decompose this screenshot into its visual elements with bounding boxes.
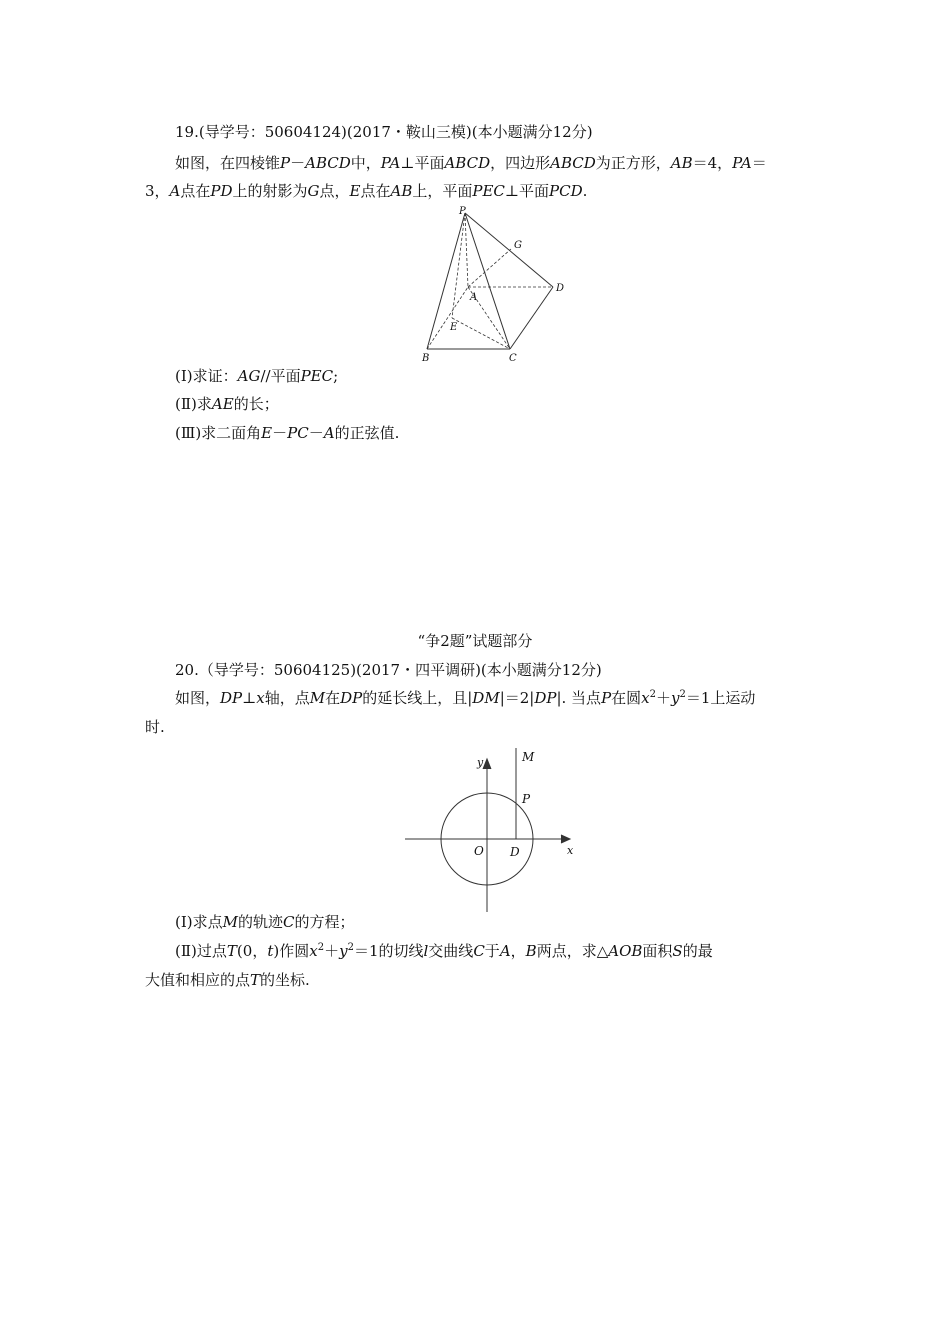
q19-stem-line1: 如图，在四棱锥P－ABCD中，PA⊥平面ABCD，四边形ABCD为正方形，AB＝4，PA＝ (175, 154, 767, 172)
pyramid-figure (410, 200, 580, 370)
q19-part1: (Ⅰ)求证：AG//平面PEC; (175, 367, 339, 385)
label-O: O (474, 844, 484, 858)
label-x: x (567, 844, 574, 857)
q20-stem-line2: 时. (145, 718, 165, 736)
q20-header: 20.（导学号：50604125)(2017・四平调研)(本小题满分12分) (175, 661, 602, 679)
q20-part2-line1: (Ⅱ)过点T(0，t)作圆$x^2+y^2=1$的切线l交曲线C于A，B两点，求△AOB面积S的最 (175, 942, 713, 960)
q20-part1: (Ⅰ)求点M的轨迹C的方程； (175, 913, 355, 931)
label-P2: P (522, 792, 531, 806)
label-M: M (522, 750, 535, 764)
q19-header: 19.(导学号：50604124)(2017・鞍山三模)(本小题满分12分) (175, 123, 593, 141)
label-A: A (470, 292, 478, 303)
label-C: C (509, 353, 517, 364)
label-D2: D (510, 845, 520, 859)
label-E: E (450, 322, 458, 333)
label-D: D (556, 283, 565, 294)
label-G: G (514, 240, 522, 251)
label-y: y (477, 756, 484, 769)
label-B: B (422, 353, 430, 364)
q20-stem-line1: 如图，DP⊥x轴，点M在DP的延长线上，且|DM|＝2|DP|. 当点P在圆$x^2+y^2=1$上运动 (175, 689, 756, 707)
q19-stem-line2: 3，A点在PD上的射影为G点，E点在AB上，平面PEC⊥平面PCD. (145, 182, 588, 200)
label-P: P (459, 206, 466, 217)
section-title: “争2题”试题部分 (417, 632, 533, 650)
q19-part3: (Ⅲ)求二面角E－PC－A的正弦值. (175, 424, 400, 442)
q20-part2-line2: 大值和相应的点T的坐标. (145, 971, 310, 989)
q19-part2: (Ⅱ)求AE的长； (175, 395, 279, 413)
circle-figure (400, 742, 585, 917)
